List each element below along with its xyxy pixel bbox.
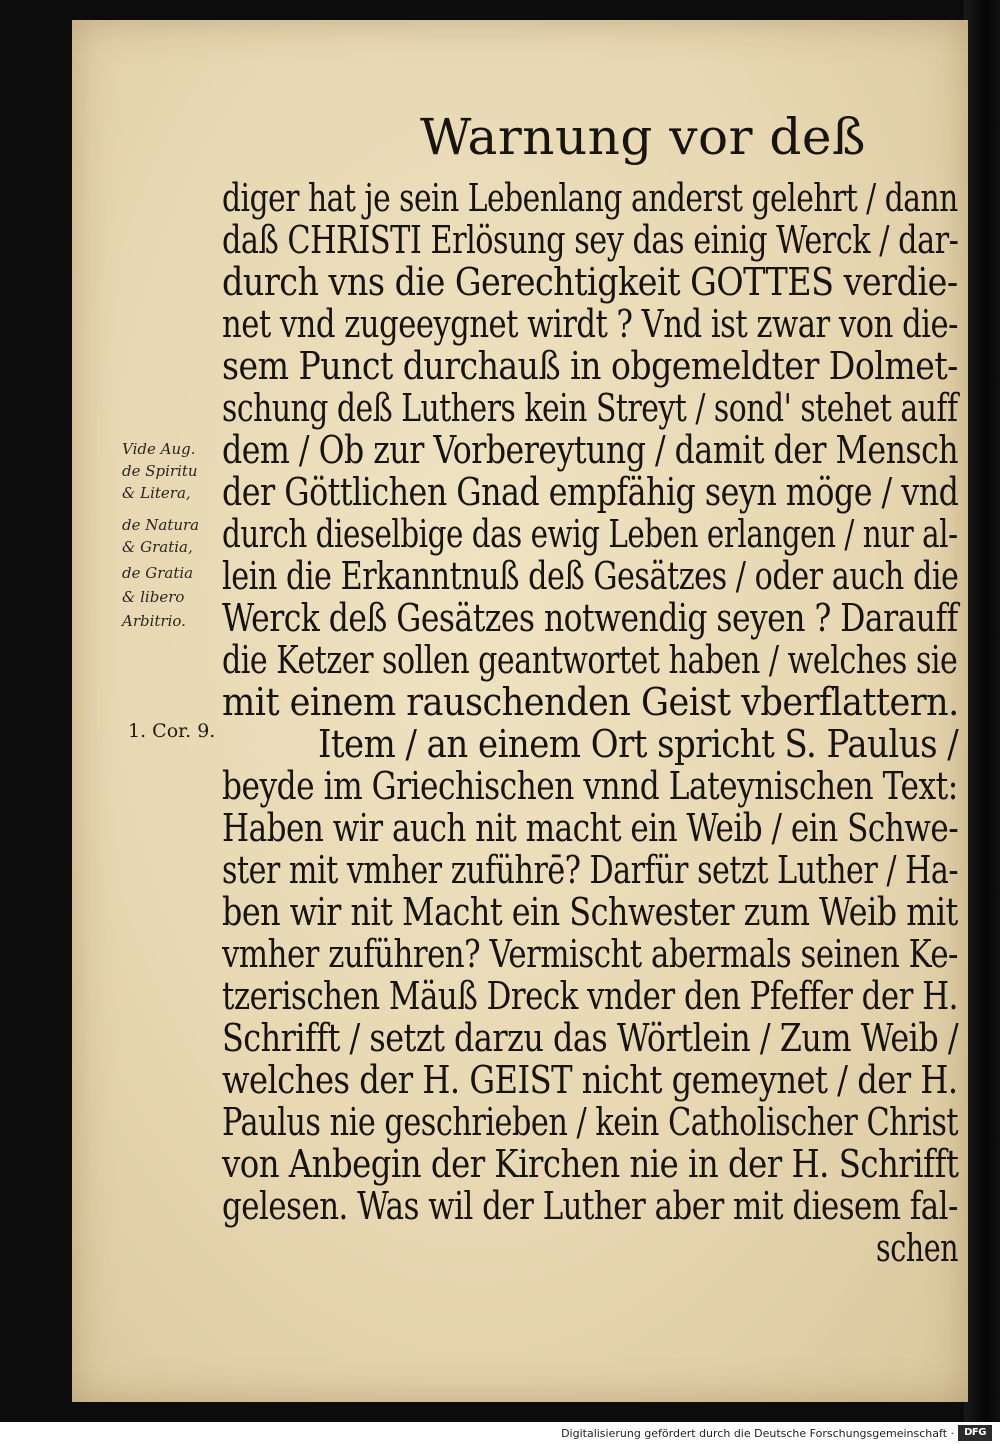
text-line: ster mit vmher zuführē? Darfür setzt Luther / Ha- [222,848,959,892]
bible-reference: 1. Cor. 9. [128,720,216,742]
text-line: gelesen. Was wil der Luther aber mit diesem fal- [222,1184,958,1228]
margin-note: & libero [122,588,185,606]
page-edge-shadow [964,0,1000,1422]
text-line: diger hat je sein Lebenlang anderst gelehrt / dann [222,176,958,220]
margin-note: de Gratia [122,564,194,582]
text-line: vmher zuführen? Vermischt abermals seinen Ke- [222,932,958,976]
text-line: Haben wir auch nit macht ein Weib / ein Schwe- [222,806,959,850]
text-line: von Anbegin der Kirchen nie in der H. Schrifft [222,1142,959,1186]
funding-notice: Digitalisierung gefördert durch die Deutsche Forschungsgemeinschaft · [561,1427,954,1440]
footer-bar [0,1422,1000,1444]
text-line: lein die Erkanntnuß deß Gesätzes / oder auch die [222,554,959,598]
margin-note: Vide Aug. [122,440,196,458]
text-line: beyde im Griechischen vnnd Lateynischen Text: [222,764,958,808]
text-line: daß CHRISTI Erlösung sey das einig Werck / dar- [222,218,959,262]
text-line: Item / an einem Ort spricht S. Paulus / [318,722,959,766]
text-line: sem Punct durchauß in obgemeldter Dolmet- [222,344,958,388]
text-line: der Göttlichen Gnad empfähig seyn möge / vnd [222,470,959,514]
text-line: Werck deß Gesätzes notwendig seyen ? Darauff [222,596,958,640]
text-line: dem / Ob zur Vorbereytung / damit der Mensch [222,428,959,472]
margin-note: & Litera, [122,484,191,502]
text-line: mit einem rauschenden Geist vberflattern. [222,680,959,724]
running-heading: Warnung vor deß [420,108,866,166]
text-line: net vnd zugeeygnet wirdt ? Vnd ist zwar von die- [222,302,958,346]
margin-note: de Natura [122,516,200,534]
dfg-logo: DFG [958,1425,992,1441]
catchword: schen [876,1226,959,1270]
text-line: durch vns die Gerechtigkeit GOTTES verdie- [222,260,958,304]
text-line: die Ketzer sollen geantwortet haben / welches sie [222,638,958,682]
text-line: tzerischen Mäuß Dreck vnder den Pfeffer der H. [222,974,958,1018]
text-line: Schrifft / setzt darzu das Wörtlein / Zum Weib / [222,1016,959,1060]
text-line: ben wir nit Macht ein Schwester zum Weib mit [222,890,958,934]
margin-note: & Gratia, [122,538,193,556]
text-line: durch dieselbige das ewig Leben erlangen / nur al- [222,512,958,556]
margin-note: de Spiritu [122,462,198,480]
text-line: Paulus nie geschrieben / kein Catholischer Christ [222,1100,959,1144]
text-line: schung deß Luthers kein Streyt / sond' stehet auff [222,386,958,430]
margin-note: Arbitrio. [122,612,186,630]
text-line: welches der H. GEIST nicht gemeynet / der H. [222,1058,958,1102]
